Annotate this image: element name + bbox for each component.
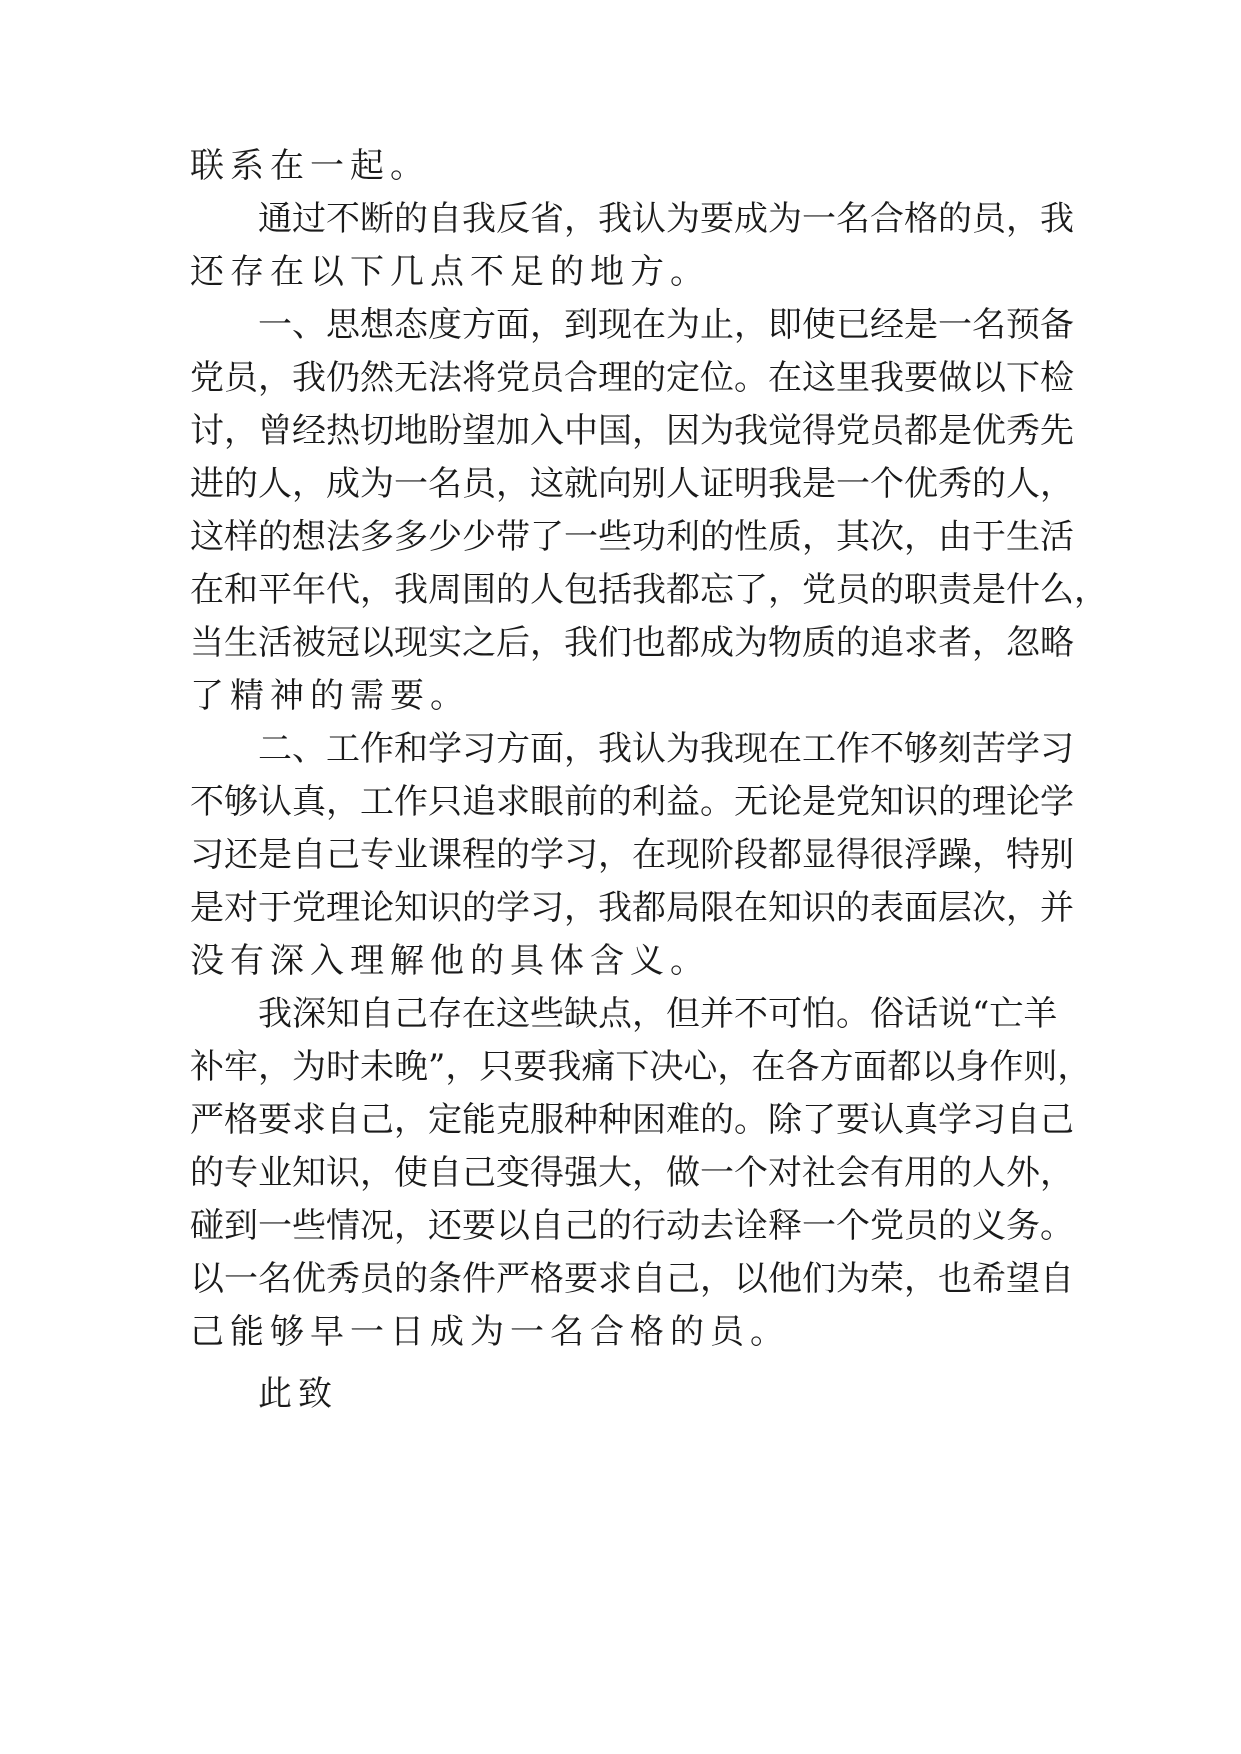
text-line: 习还是自己专业课程的学习，在现阶段都显得很浮躁，特别 <box>190 835 1074 875</box>
closing-salutation: 此致 <box>258 1374 338 1414</box>
text-line: 是对于党理论知识的学习，我都局限在知识的表面层次，并 <box>190 888 1074 928</box>
text-line: 严格要求自己，定能克服种种困难的。除了要认真学习自己 <box>190 1100 1074 1140</box>
text-line: 没有深入理解他的具体含义。 <box>190 941 710 981</box>
text-line: 讨，曾经热切地盼望加入中国，因为我觉得党员都是优秀先 <box>190 411 1074 451</box>
paragraph-start: 我深知自己存在这些缺点，但并不可怕。俗话说“亡羊 <box>258 994 1058 1034</box>
text-line: 进的人，成为一名员，这就向别人证明我是一个优秀的人， <box>190 464 1074 504</box>
text-line: 这样的想法多多少少带了一些功利的性质，其次，由于生活 <box>190 517 1074 557</box>
text-line: 当生活被冠以现实之后，我们也都成为物质的追求者，忽略 <box>190 623 1074 663</box>
text-line: 在和平年代，我周围的人包括我都忘了，党员的职责是什么， <box>190 570 1108 610</box>
paragraph-start: 通过不断的自我反省，我认为要成为一名合格的员，我 <box>258 199 1074 239</box>
text-line: 还存在以下几点不足的地方。 <box>190 252 710 292</box>
text-line: 碰到一些情况，还要以自己的行动去诠释一个党员的义务。 <box>190 1206 1074 1246</box>
text-line: 补牢，为时未晚”，只要我痛下决心，在各方面都以身作则， <box>190 1047 1092 1087</box>
text-line: 了精神的需要。 <box>190 676 470 716</box>
text-line: 党员，我仍然无法将党员合理的定位。在这里我要做以下检 <box>190 358 1074 398</box>
paragraph-start: 一、思想态度方面，到现在为止，即使已经是一名预备 <box>258 305 1074 345</box>
paragraph-start: 二、工作和学习方面，我认为我现在工作不够刻苦学习 <box>258 729 1074 769</box>
text-line: 联系在一起。 <box>190 146 430 186</box>
text-line: 的专业知识，使自己变得强大，做一个对社会有用的人外， <box>190 1153 1074 1193</box>
text-line: 不够认真，工作只追求眼前的利益。无论是党知识的理论学 <box>190 782 1074 822</box>
text-line: 以一名优秀员的条件严格要求自己，以他们为荣，也希望自 <box>190 1259 1074 1299</box>
text-line: 己能够早一日成为一名合格的员。 <box>190 1312 790 1352</box>
